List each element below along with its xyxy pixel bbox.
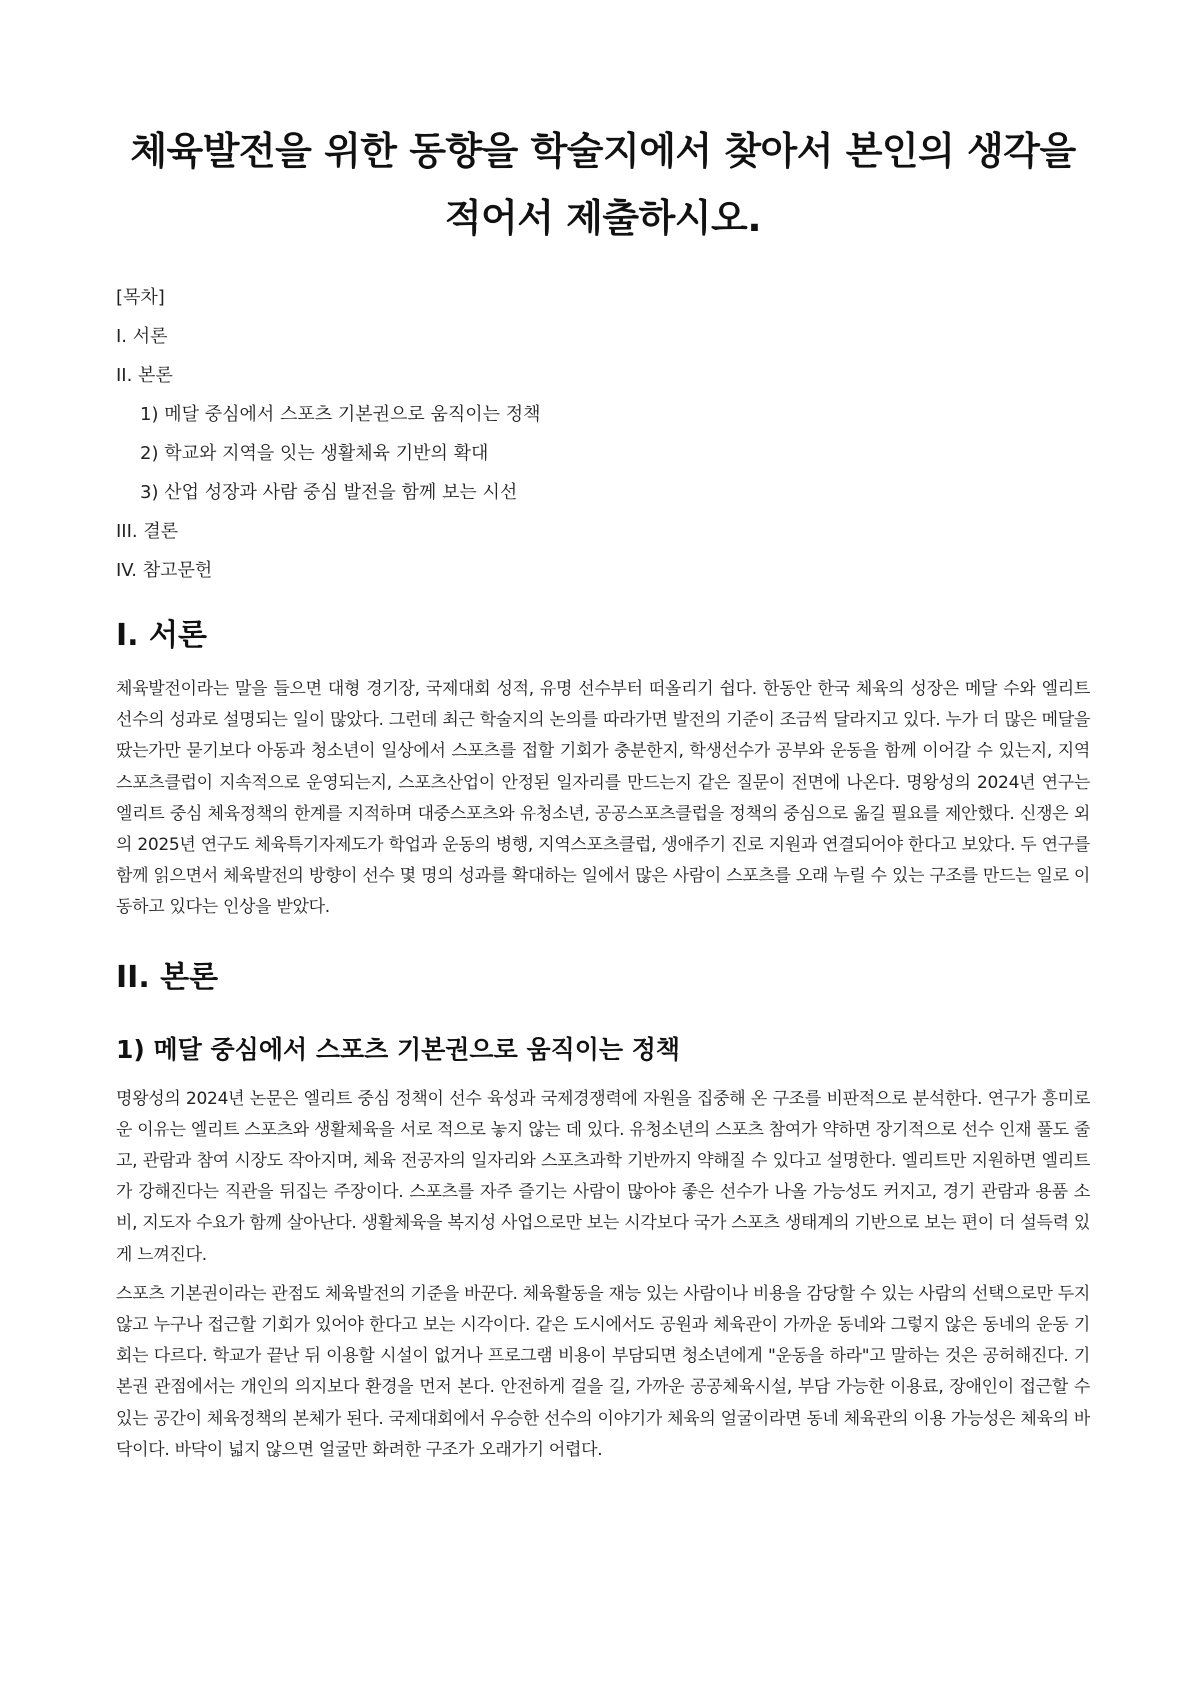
toc-item: IV. 참고문헌 [116,560,213,581]
toc-item: I. 서론 [116,326,168,347]
toc-item: III. 결론 [116,521,179,542]
table-of-contents [116,278,1090,590]
toc-subitem: 1) 메달 중심에서 스포츠 기본권으로 움직이는 정책 [140,404,541,425]
introduction-paragraph: 체육발전이라는 말을 들으면 대형 경기장, 국제대회 성적, 유명 선수부터 떠올리기 쉽다. 한동안 한국 체육의 성장은 메달 수와 엘리트 선수의 성과로 설명되는 일이 많았다. 그런데 최근 학술지의 논의를 따라가면 발전의 기준이 조금씩 달라지고 있다. 누가 더 많은 메달을 땄는가만 묻기보다 아동과 청소년이 일상에서 스포츠를 접할 기회가 충분한지, 학생선수가 공부와 운동을 함께 이어갈 수 있는지, 지역 스포츠클럽이 지속적으로 운영되는지, 스포츠산업이 안정된 일자리를 만드는지 같은 질문이 전면에 나온다. 명왕성의 2024년 연구는 엘리트 중심 체육정책의 한계를 지적하며 대중스포츠와 유청소년, 공공스포츠클럽을 정책의 중심으로 옮길 필요를 제안했다. 신쟁은 외의 2025년 연구도 체육특기자제도가 학업과 운동의 병행, 지역스포츠클럽, 생애주기 진로 지원과 연결되어야 한다고 보았다. 두 연구를 함께 읽으면서 체육발전의 방향이 선수 몇 명의 성과를 확대하는 일에서 많은 사람이 스포츠를 오래 누릴 수 있는 구조를 만드는 일로 이동하고 있다는 인상을 받았다. [116,679,1090,918]
toc-subitem: 2) 학교와 지역을 잇는 생활체육 기반의 확대 [140,443,489,464]
toc-heading: [목차] [116,287,165,308]
toc-subitem: 3) 산업 성장과 사람 중심 발전을 함께 보는 시선 [140,482,518,503]
toc-item: II. 본론 [116,365,173,386]
body-paragraph: 스포츠 기본권이라는 관점도 체육발전의 기준을 바꾼다. 체육활동을 재능 있는 사람이나 비용을 감당할 수 있는 사람의 선택으로만 두지 않고 누구나 접근할 기회가 있어야 한다고 보는 시각이다. 같은 도시에서도 공원과 체육관이 가까운 동네와 그렇지 않은 동네의 운동 기회는 다르다. 학교가 끝난 뒤 이용할 시설이 없거나 프로그램 비용이 부담되면 청소년에게 "운동을 하라"고 말하는 것은 공허해진다. 기본권 관점에서는 개인의 의지보다 환경을 먼저 본다. 안전하게 걸을 길, 가까운 공공체육시설, 부담 가능한 이용료, 장애인이 접근할 수 있는 공간이 체육정책의 본체가 된다. 국제대회에서 우승한 선수의 이야기가 체육의 얼굴이라면 동네 체육관의 이용 가능성은 체육의 바닥이다. 바닥이 넓지 않으면 얼굴만 화려한 구조가 오래가기 어렵다. [116,1283,1090,1460]
document-title: 체육발전을 위한 동향을 학술지에서 찾아서 본인의 생각을 적어서 제출하시오. [130,129,1076,240]
body-paragraph: 명왕성의 2024년 논문은 엘리트 중심 정책이 선수 육성과 국제경쟁력에 자원을 집중해 온 구조를 비판적으로 분석한다. 연구가 흥미로운 이유는 엘리트 스포츠와 생활체육을 서로 적으로 놓지 않는 데 있다. 유청소년의 스포츠 참여가 약하면 장기적으로 선수 인재 풀도 줄고, 관람과 참여 시장도 작아지며, 체육 전공자의 일자리와 스포츠과학 기반까지 약해질 수 있다고 설명한다. 엘리트만 지원하면 엘리트가 강해진다는 직관을 뒤집는 주장이다. 스포츠를 자주 즐기는 사람이 많아야 좋은 선수가 나올 가능성도 커지고, 경기 관람과 용품 소비, 지도자 수요가 함께 살아난다. 생활체육을 복지성 사업으로만 보는 시각보다 국가 스포츠 생태계의 기반으로 보는 편이 더 설득력 있게 느껴진다. [116,1088,1090,1265]
section-heading-body: II. 본론 [116,959,219,995]
section-heading-introduction: I. 서론 [116,618,207,653]
subsection-heading-1: 1) 메달 중심에서 스포츠 기본권으로 움직이는 정책 [116,1034,681,1064]
